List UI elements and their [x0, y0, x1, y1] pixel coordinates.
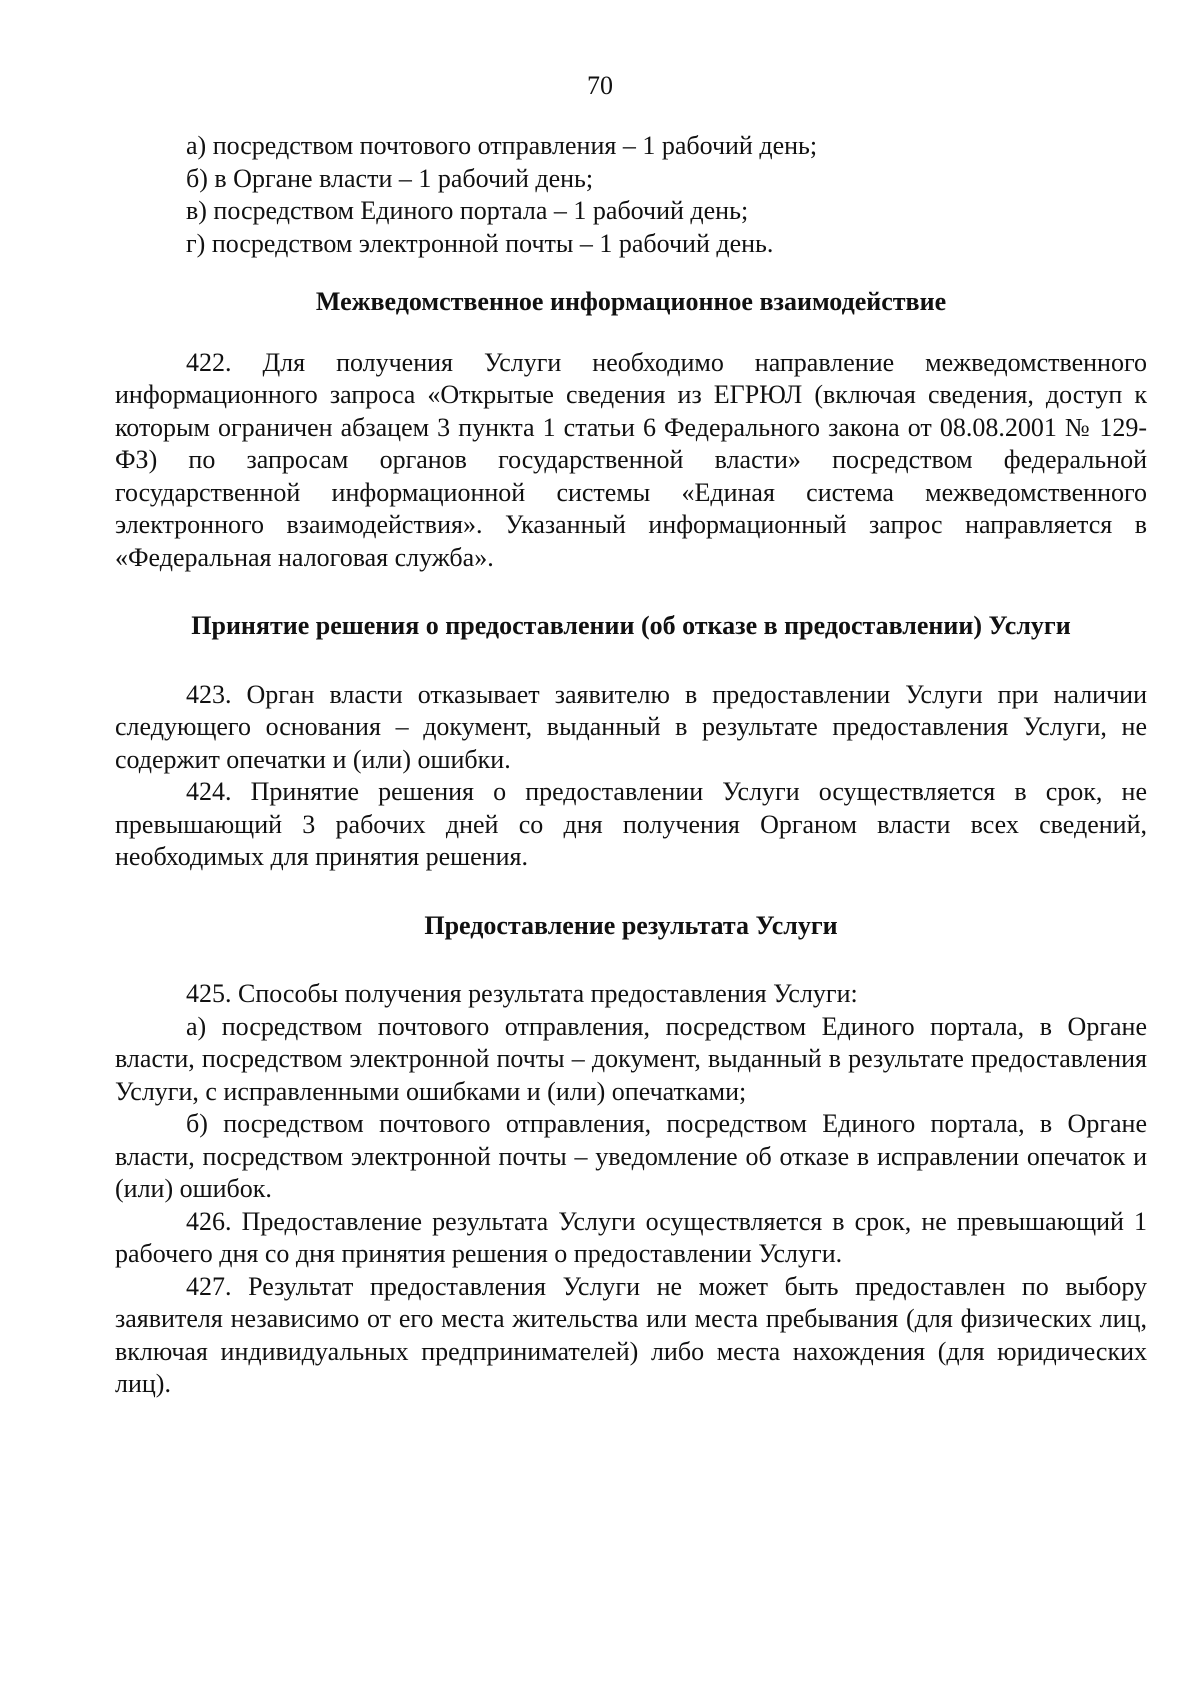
paragraph-427: 427. Результат предоставления Услуги не может быть предоставлен по выбору заявителя независимо от его места жительства или места пребывания (для физических лиц, включая индивидуальных предпринимателей) либо места нахождения (для юридических лиц).: [115, 1271, 1147, 1398]
paragraph-426: 426. Предоставление результата Услуги осуществляется в срок, не превышающий 1 рабочего дня со дня принятия решения о предоставлении Услуги.: [115, 1206, 1147, 1268]
section-heading-interagency: Межведомственное информационное взаимодействие: [315, 287, 947, 316]
section-heading-result: Предоставление результата Услуги: [424, 910, 838, 940]
intro-list-item: б) в Органе власти – 1 рабочий день;: [186, 163, 594, 193]
section-heading-decision: Принятие решения о предоставлении (об отказе в предоставлении) Услуги: [191, 611, 1071, 640]
intro-list-item: а) посредством почтового отправления – 1 рабочий день;: [186, 131, 818, 160]
paragraph-425-a: а) посредством почтового отправления, посредством Единого портала, в Органе власти, посредством электронной почты – документ, выданный в результате предоставления Услуги, с исправленными ошибками и (или) опечатками;: [115, 1011, 1147, 1106]
paragraph-425-b: б) посредством почтового отправления, посредством Единого портала, в Органе власти, посредством электронной почты – уведомление об отказе в исправлении опечаток и (или) ошибок.: [115, 1109, 1147, 1203]
intro-list-item: в) посредством Единого портала – 1 рабочий день;: [186, 196, 749, 225]
intro-list-item: г) посредством электронной почты – 1 рабочий день.: [186, 228, 774, 258]
page-content: [115, 130, 1147, 1401]
paragraph-425: 425. Способы получения результата предоставления Услуги:: [186, 979, 858, 1008]
paragraph-423: 423. Орган власти отказывает заявителю в предоставлении Услуги при наличии следующего основания – документ, выданный в результате предоставления Услуги, не содержит опечатки и (или) ошибки.: [115, 679, 1147, 774]
page-number: 70: [587, 71, 613, 100]
paragraph-424: 424. Принятие решения о предоставлении Услуги осуществляется в срок, не превышающий 3 рабочих дней со дня получения Органом власти всех сведений, необходимых для принятия решения.: [115, 777, 1147, 871]
paragraph-422: 422. Для получения Услуги необходимо направление межведомственного информационного запроса «Открытые сведения из ЕГРЮЛ (включая сведения, доступ к которым ограничен абзацем 3 пункта 1 статьи 6 Федерального закона от 08.08.2001 № 129-ФЗ) по запросам органов государственной власти» посредством федеральной государственной информационной системы «Единая система межведомственного электронного взаимодействия». Указанный информационный запрос направляется в «Федеральная налоговая служба».: [115, 347, 1147, 572]
